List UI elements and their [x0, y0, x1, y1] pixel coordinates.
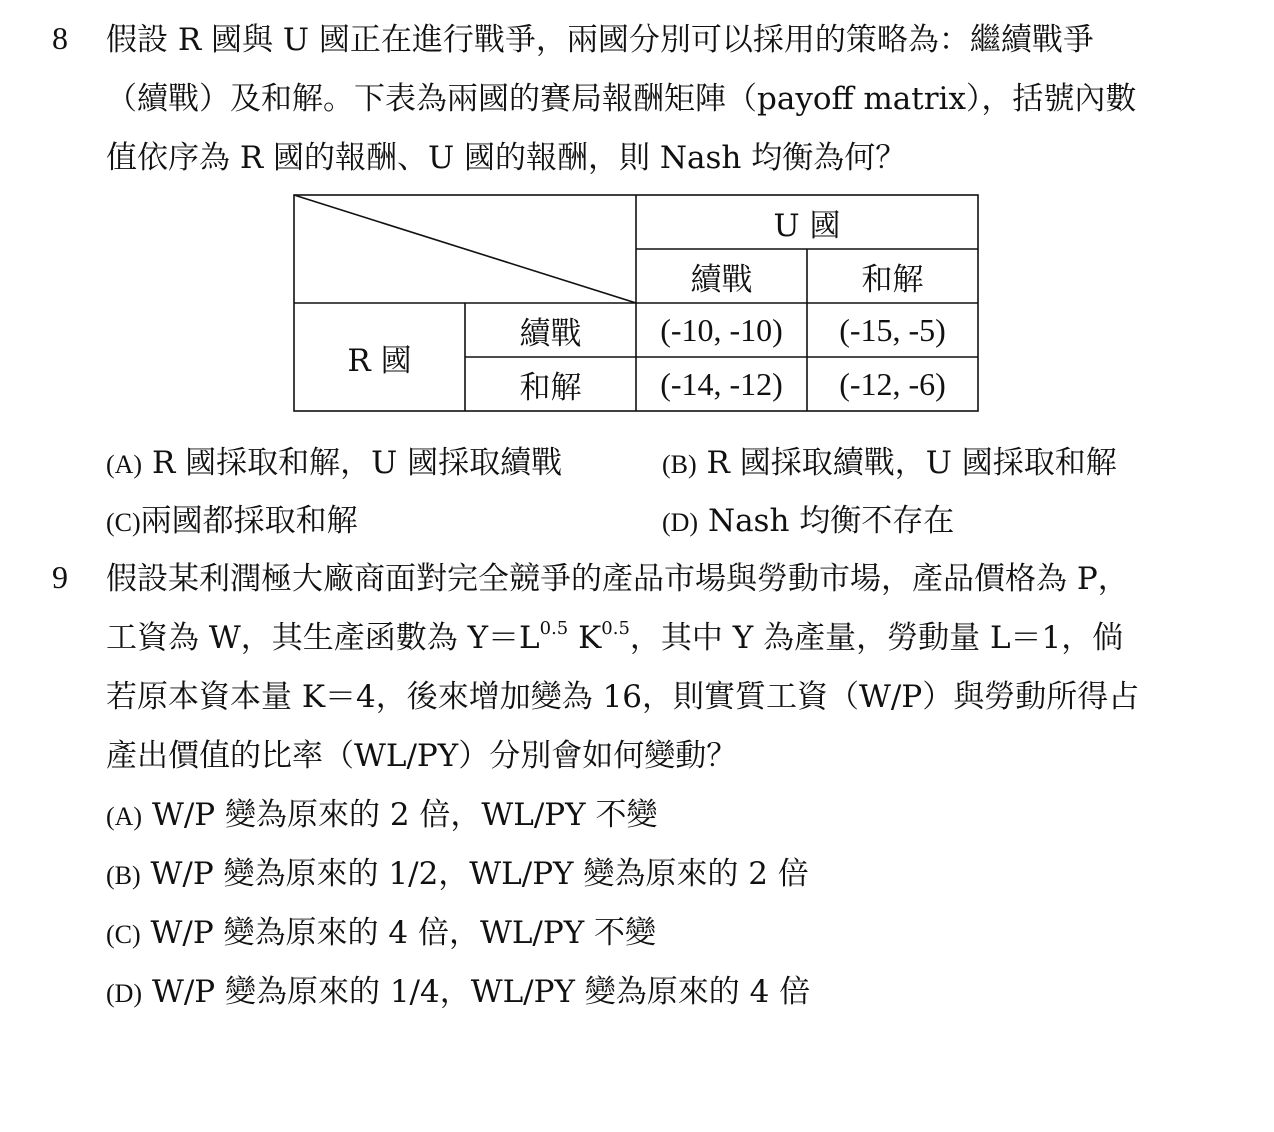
q9-option-d[interactable] — [106, 972, 810, 1014]
q9-stem-line-4: 產出價值的比率（WL/PY）分別會如何變動？ — [106, 738, 738, 774]
option-label: (C) — [106, 508, 141, 537]
q9-stem-line-2 — [106, 618, 1123, 658]
row-player-label: R 國 — [347, 342, 412, 379]
exponent-labor: 0.5 — [539, 618, 569, 639]
option-text: W/P 變為原來的 4 倍，WL/PY 不變 — [150, 915, 657, 951]
q9-stem-line-1: 假設某利潤極大廠商面對完全競爭的產品市場與勞動市場，產品價格為 P， — [106, 561, 1129, 597]
option-label: (A) — [106, 802, 143, 831]
q9-text-segment: 工資為 W，其生產函數為 Y＝L — [106, 620, 540, 656]
option-text: W/P 變為原來的 1/4，WL/PY 變為原來的 4 倍 — [151, 974, 811, 1010]
option-text: W/P 變為原來的 2 倍，WL/PY 不變 — [151, 797, 658, 833]
payoff-cell: (-14, -12) — [660, 365, 783, 402]
q8-option-b[interactable] — [662, 443, 1117, 485]
payoff-cell: (-12, -6) — [839, 365, 946, 402]
option-label: (B) — [106, 861, 141, 890]
q9-option-a[interactable] — [106, 795, 657, 837]
question-number-9: 9 — [52, 559, 68, 595]
option-text: 兩國都採取和解 — [140, 503, 358, 539]
payoff-cell: (-10, -10) — [660, 311, 783, 348]
q8-stem-line-2: （續戰）及和解。下表為兩國的賽局報酬矩陣（payoff matrix），括號內數 — [106, 81, 1137, 117]
q8-stem-line-3: 值依序為 R 國的報酬、U 國的報酬，則 Nash 均衡為何？ — [106, 140, 907, 176]
q8-option-a[interactable] — [106, 443, 562, 485]
row-strategy-continue-war: 續戰 — [519, 315, 582, 352]
option-text: W/P 變為原來的 1/2，WL/PY 變為原來的 2 倍 — [150, 856, 809, 892]
payoff-cell: (-15, -5) — [839, 311, 946, 348]
row-strategy-reconcile: 和解 — [519, 369, 582, 406]
q9-text-segment: ，其中 Y 為產量，勞動量 L＝1，倘 — [629, 620, 1124, 656]
col-player-label: U 國 — [773, 207, 841, 244]
q9-option-c[interactable] — [106, 913, 656, 955]
payoff-matrix-table — [293, 194, 979, 412]
exponent-capital: 0.5 — [601, 618, 630, 639]
q8-option-c[interactable] — [106, 501, 358, 543]
q9-option-b[interactable] — [106, 854, 809, 896]
q8-stem-line-1: 假設 R 國與 U 國正在進行戰爭，兩國分別可以採用的策略為：繼續戰爭 — [106, 22, 1094, 58]
option-label: (D) — [662, 508, 699, 537]
col-strategy-reconcile: 和解 — [861, 261, 924, 298]
q8-option-d[interactable] — [662, 501, 954, 543]
option-label: (C) — [106, 920, 141, 949]
question-number-8: 8 — [52, 20, 68, 56]
col-strategy-continue-war: 續戰 — [690, 261, 753, 298]
option-text: R 國採取續戰，U 國採取和解 — [706, 445, 1117, 481]
option-label: (B) — [662, 450, 697, 479]
option-text: Nash 均衡不存在 — [707, 503, 955, 539]
header-diagonal-line — [294, 195, 636, 303]
option-label: (A) — [106, 450, 143, 479]
option-label: (D) — [106, 979, 143, 1008]
q9-text-segment: K — [568, 620, 602, 656]
q9-stem-line-3: 若原本資本量 K＝4，後來增加變為 16，則實質工資（W/P）與勞動所得占 — [106, 679, 1140, 715]
option-text: R 國採取和解，U 國採取續戰 — [151, 445, 563, 481]
